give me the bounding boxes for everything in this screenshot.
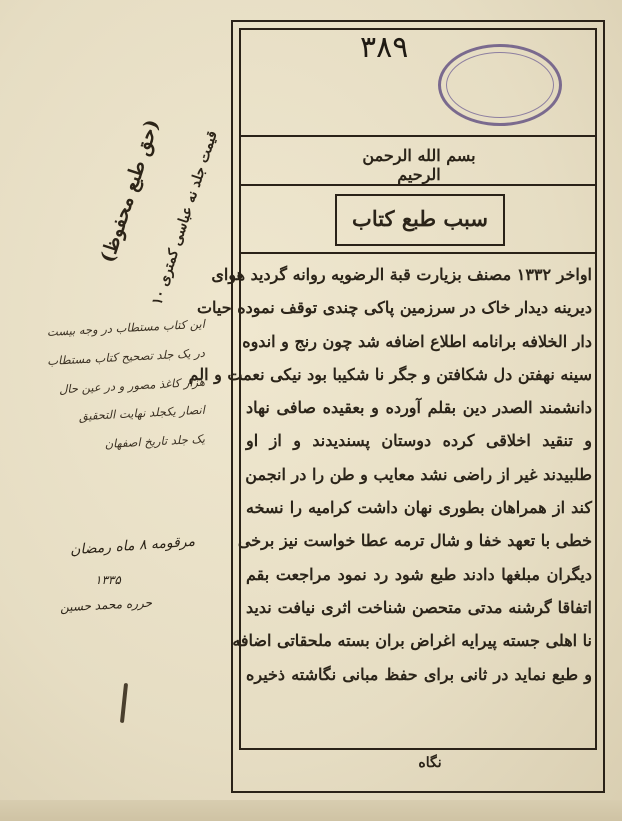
title-box xyxy=(335,194,505,246)
text-line: سینه نهفتن دل شکافتن و جگر نا شکیبا بود نیکی نعمت و الم xyxy=(188,364,592,384)
text-line: طلبیدند غیر از راضی نشد معایب و طن را در انجمن xyxy=(245,464,592,484)
scan-edge-strip xyxy=(0,800,622,821)
text-line: نا اهلی جسته پیرایه اغراض بران بسته ملحقاتی اضافه xyxy=(232,631,592,651)
handwritten-line: این کتاب مستطاب در وجه بیست xyxy=(46,316,206,339)
handwritten-line: یک جلد تاریخ اصفهان xyxy=(104,431,206,452)
signature-date: مرقومه ۸ ماه رمضان xyxy=(69,533,196,559)
handwritten-margin-note xyxy=(40,316,206,466)
handwritten-line: در یک جلد تصحیح کتاب مستطاب xyxy=(46,345,206,368)
section-title: سبب طبع کتاب xyxy=(352,206,488,231)
text-line: کند از همراهان بطوری نهان داشت کرامیه را نسخه xyxy=(246,498,592,518)
copyright-note: (حق طبع محفوظ) xyxy=(96,116,164,266)
body-text xyxy=(188,258,592,691)
header-rule xyxy=(239,135,597,137)
folio-number: ۳۸۹ xyxy=(360,30,409,65)
handwritten-line: انصار یکجلد نهایت التحقیق xyxy=(78,403,206,424)
text-line: خطی با تعهد خفا و شال ترمه عطا خواست نیز برخی xyxy=(237,531,592,551)
library-seal-stamp xyxy=(438,44,562,126)
text-line: و تنقید اخلاقی کرده دوستان پسندیدند و از او xyxy=(246,431,592,451)
heading-rule xyxy=(239,184,597,186)
text-line: دیگران مبلغها دادند طبع شود رد نمود مراجعت بقم xyxy=(246,564,592,584)
bismillah-heading: بسم الله الرحمن الرحیم xyxy=(362,146,476,184)
text-line: اتفاقا گرشنه مدتی متحصن شناخت اثری نیافت ندید xyxy=(246,597,592,617)
signature-name: حرره محمد حسین xyxy=(59,595,153,615)
title-rule xyxy=(239,252,597,254)
catchword: نگاه xyxy=(418,755,442,771)
price-note: قیمت جلد نه عباسی کمتری ۱۰ xyxy=(149,128,221,308)
text-line: دار الخلافه برانامه اطلاع اضافه شد چون رنج و اندوه xyxy=(242,331,592,351)
text-line: دیرینه دیدار خاک در سرزمین پاکی چندی توقف نموده حیات xyxy=(196,298,592,318)
pen-stroke-mark xyxy=(120,683,128,723)
text-line: دانشمند الصدر دین بقلم آورده و بعقیده صافی نهاد xyxy=(246,398,592,418)
handwritten-line: هزار کاغذ مصور و در عین حال xyxy=(58,374,206,396)
signature-year: ۱۳۳۵ xyxy=(95,573,121,587)
text-line: اواخر ۱۳۳۲ مصنف بزیارت قبة الرضویه روانه گردید هوای xyxy=(211,265,592,284)
text-line: و طبع نماید در ثانی برای حفظ مبانی نگاشته ذخیره xyxy=(246,664,592,684)
